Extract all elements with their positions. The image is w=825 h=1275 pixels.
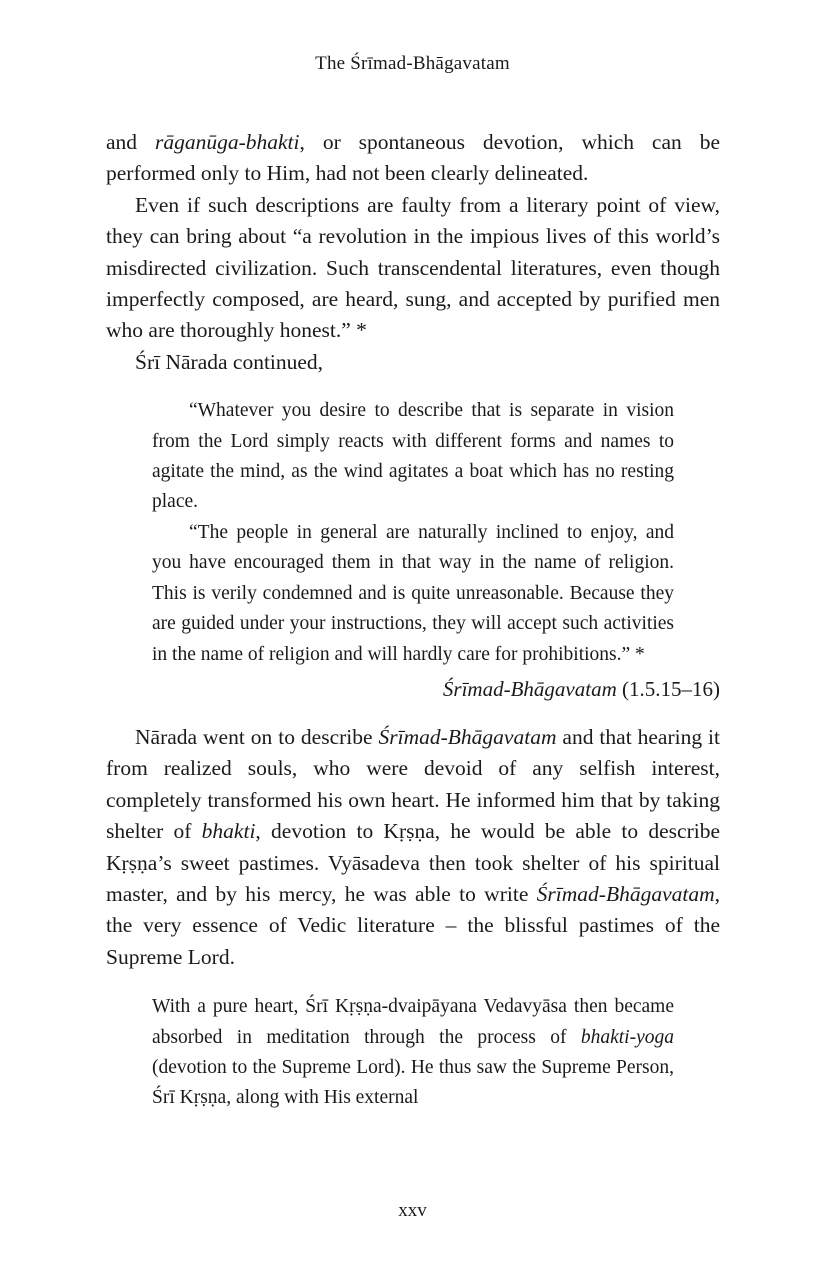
p1-text-b: , or spontaneous devotion, which can be performed only to Him, had not been clearly delineated.	[106, 130, 720, 186]
q2-text-a: With a pure heart, Śrī Kṛṣṇa-dvaipāyana Vedavyāsa then became absorbed in meditation through the process of	[152, 996, 674, 1048]
p4-italic-1: Śrīmad-Bhāgavatam	[378, 724, 557, 749]
q2-text-b: (devotion to the Supreme Lord). He thus saw the Supreme Person, Śrī Kṛṣṇa, along with His external	[152, 1056, 674, 1109]
citation-ref: (1.5.15–16)	[616, 676, 720, 701]
quote-1-paragraph-1: “Whatever you desire to describe that is separate in vision from the Lord simply reacts with different forms and names to agitate the mind, as the wind agitates a boat which has no resting place.	[152, 400, 674, 513]
p4-text-b: and that hearing it from realized souls, who were devoid of any selfish interest, completely transformed his own heart. He informed him that by taking shelter of	[106, 724, 720, 844]
paragraph-3: Śrī Nārada continued,	[135, 349, 324, 374]
q2-italic: bhakti-yoga	[580, 1026, 674, 1048]
p4-text-c: , devotion to Kṛṣṇa, he would be able to describe Kṛṣṇa’s sweet pastimes. Vyāsadeva then took shelter of his spiritual master, and by his mercy, he was able to write	[106, 819, 720, 906]
page-number: xxv	[398, 1200, 427, 1221]
citation	[106, 674, 720, 704]
page-body	[106, 127, 720, 1114]
running-header: The Śrīmad-Bhāgavatam	[315, 53, 510, 74]
paragraph-1	[106, 127, 720, 190]
citation-work: Śrīmad-Bhāgavatam	[442, 676, 617, 701]
quote-1-paragraph-2: “The people in general are naturally inclined to enjoy, and you have encouraged them in that way in the name of religion. This is verily condemned and is quite unreasonable. Because they are guided under your instructions, they will accept such activities in the name of religion and will hardly care for prohibitions.” *	[152, 521, 674, 665]
p4-text-a: Nārada went on to describe	[135, 724, 379, 749]
p4-italic-2: bhakti	[201, 819, 256, 844]
p1-italic-term: rāganūga-bhakti	[154, 130, 300, 154]
paragraph-2: Even if such descriptions are faulty from a literary point of view, they can bring about “a revolution in the impious lives of this world’s misdirected civilization. Such transcendental literatures, even though imperfectly composed, are heard, sung, and accepted by purified men who are thoroughly honest.” *	[106, 192, 720, 343]
block-quote-2	[152, 992, 674, 1114]
p4-text-d: , the very essence of Vedic literature – the blissful pastimes of the Supreme Lord.	[106, 881, 720, 969]
p4-italic-3: Śrīmad-Bhāgavatam	[536, 881, 715, 906]
block-quote-1	[152, 396, 674, 670]
p1-text-a: and	[106, 130, 155, 154]
quote-2-paragraph	[152, 992, 674, 1114]
paragraph-4	[106, 722, 720, 973]
